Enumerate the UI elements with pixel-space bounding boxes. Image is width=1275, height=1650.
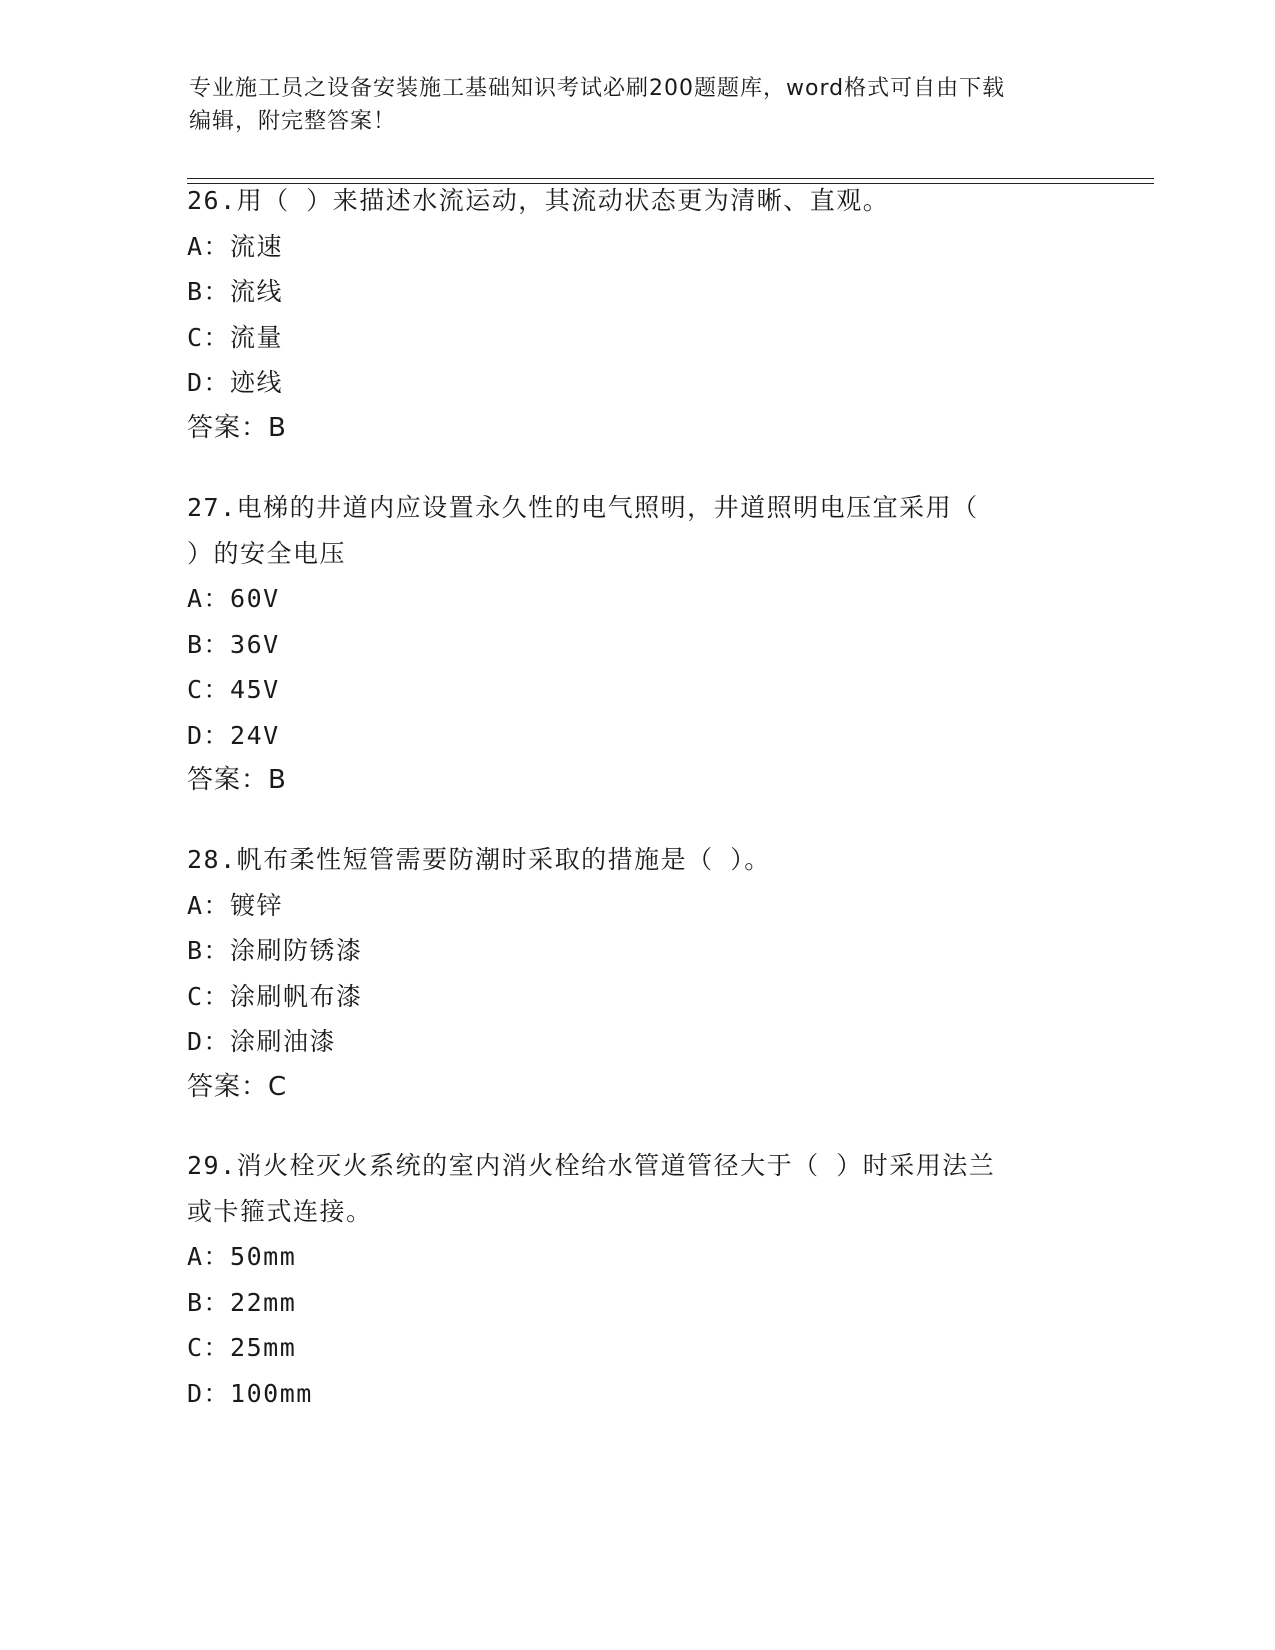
option-d: D：涂刷油漆: [187, 1027, 337, 1056]
option-a: A：50mm: [187, 1242, 297, 1271]
option-d: D：100mm: [187, 1378, 313, 1408]
question-26: [187, 178, 1087, 451]
question-stem: 28.帆布柔性短管需要防潮时采取的措施是（ ）。: [187, 845, 771, 874]
question-29: [187, 1143, 1087, 1416]
header-title-line-2: 编辑，附完整答案！: [189, 109, 397, 134]
option-d: D：24V: [187, 720, 280, 750]
answer-label: 答案：B: [187, 412, 287, 443]
question-28: [187, 837, 1087, 1110]
question-stem-continued: ）的安全电压: [187, 538, 347, 568]
option-b: B：涂刷防锈漆: [187, 936, 363, 965]
answer-label: 答案：B: [187, 765, 287, 795]
header-title-line-1: 专业施工员之设备安装施工基础知识考试必刷200题题库，word格式可自由下载: [189, 76, 1006, 101]
option-a: A：镀锌: [187, 890, 284, 920]
question-stem: 26.用（ ）来描述水流运动，其流动状态更为清晰、直观。: [187, 186, 890, 215]
option-a: A：流速: [187, 231, 284, 261]
question-stem-continued: 或卡箍式连接。: [187, 1196, 373, 1226]
question-stem: 27.电梯的井道内应设置永久性的电气照明，井道照明电压宜采用（: [187, 493, 979, 522]
question-stem: 29.消火栓灭火系统的室内消火栓给水管道管径大于（ ）时采用法兰: [187, 1151, 996, 1180]
option-c: C：45V: [187, 675, 280, 704]
option-b: B：36V: [187, 629, 280, 659]
option-b: B：22mm: [187, 1287, 297, 1317]
document-header: [189, 72, 1089, 138]
option-c: C：流量: [187, 322, 284, 352]
option-c: C：涂刷帆布漆: [187, 981, 363, 1011]
question-27: [187, 485, 1087, 804]
answer-label: 答案：C: [187, 1071, 288, 1102]
option-d: D：迹线: [187, 368, 284, 397]
option-a: A：60V: [187, 584, 280, 613]
option-c: C：25mm: [187, 1333, 297, 1362]
option-b: B：流线: [187, 277, 284, 306]
